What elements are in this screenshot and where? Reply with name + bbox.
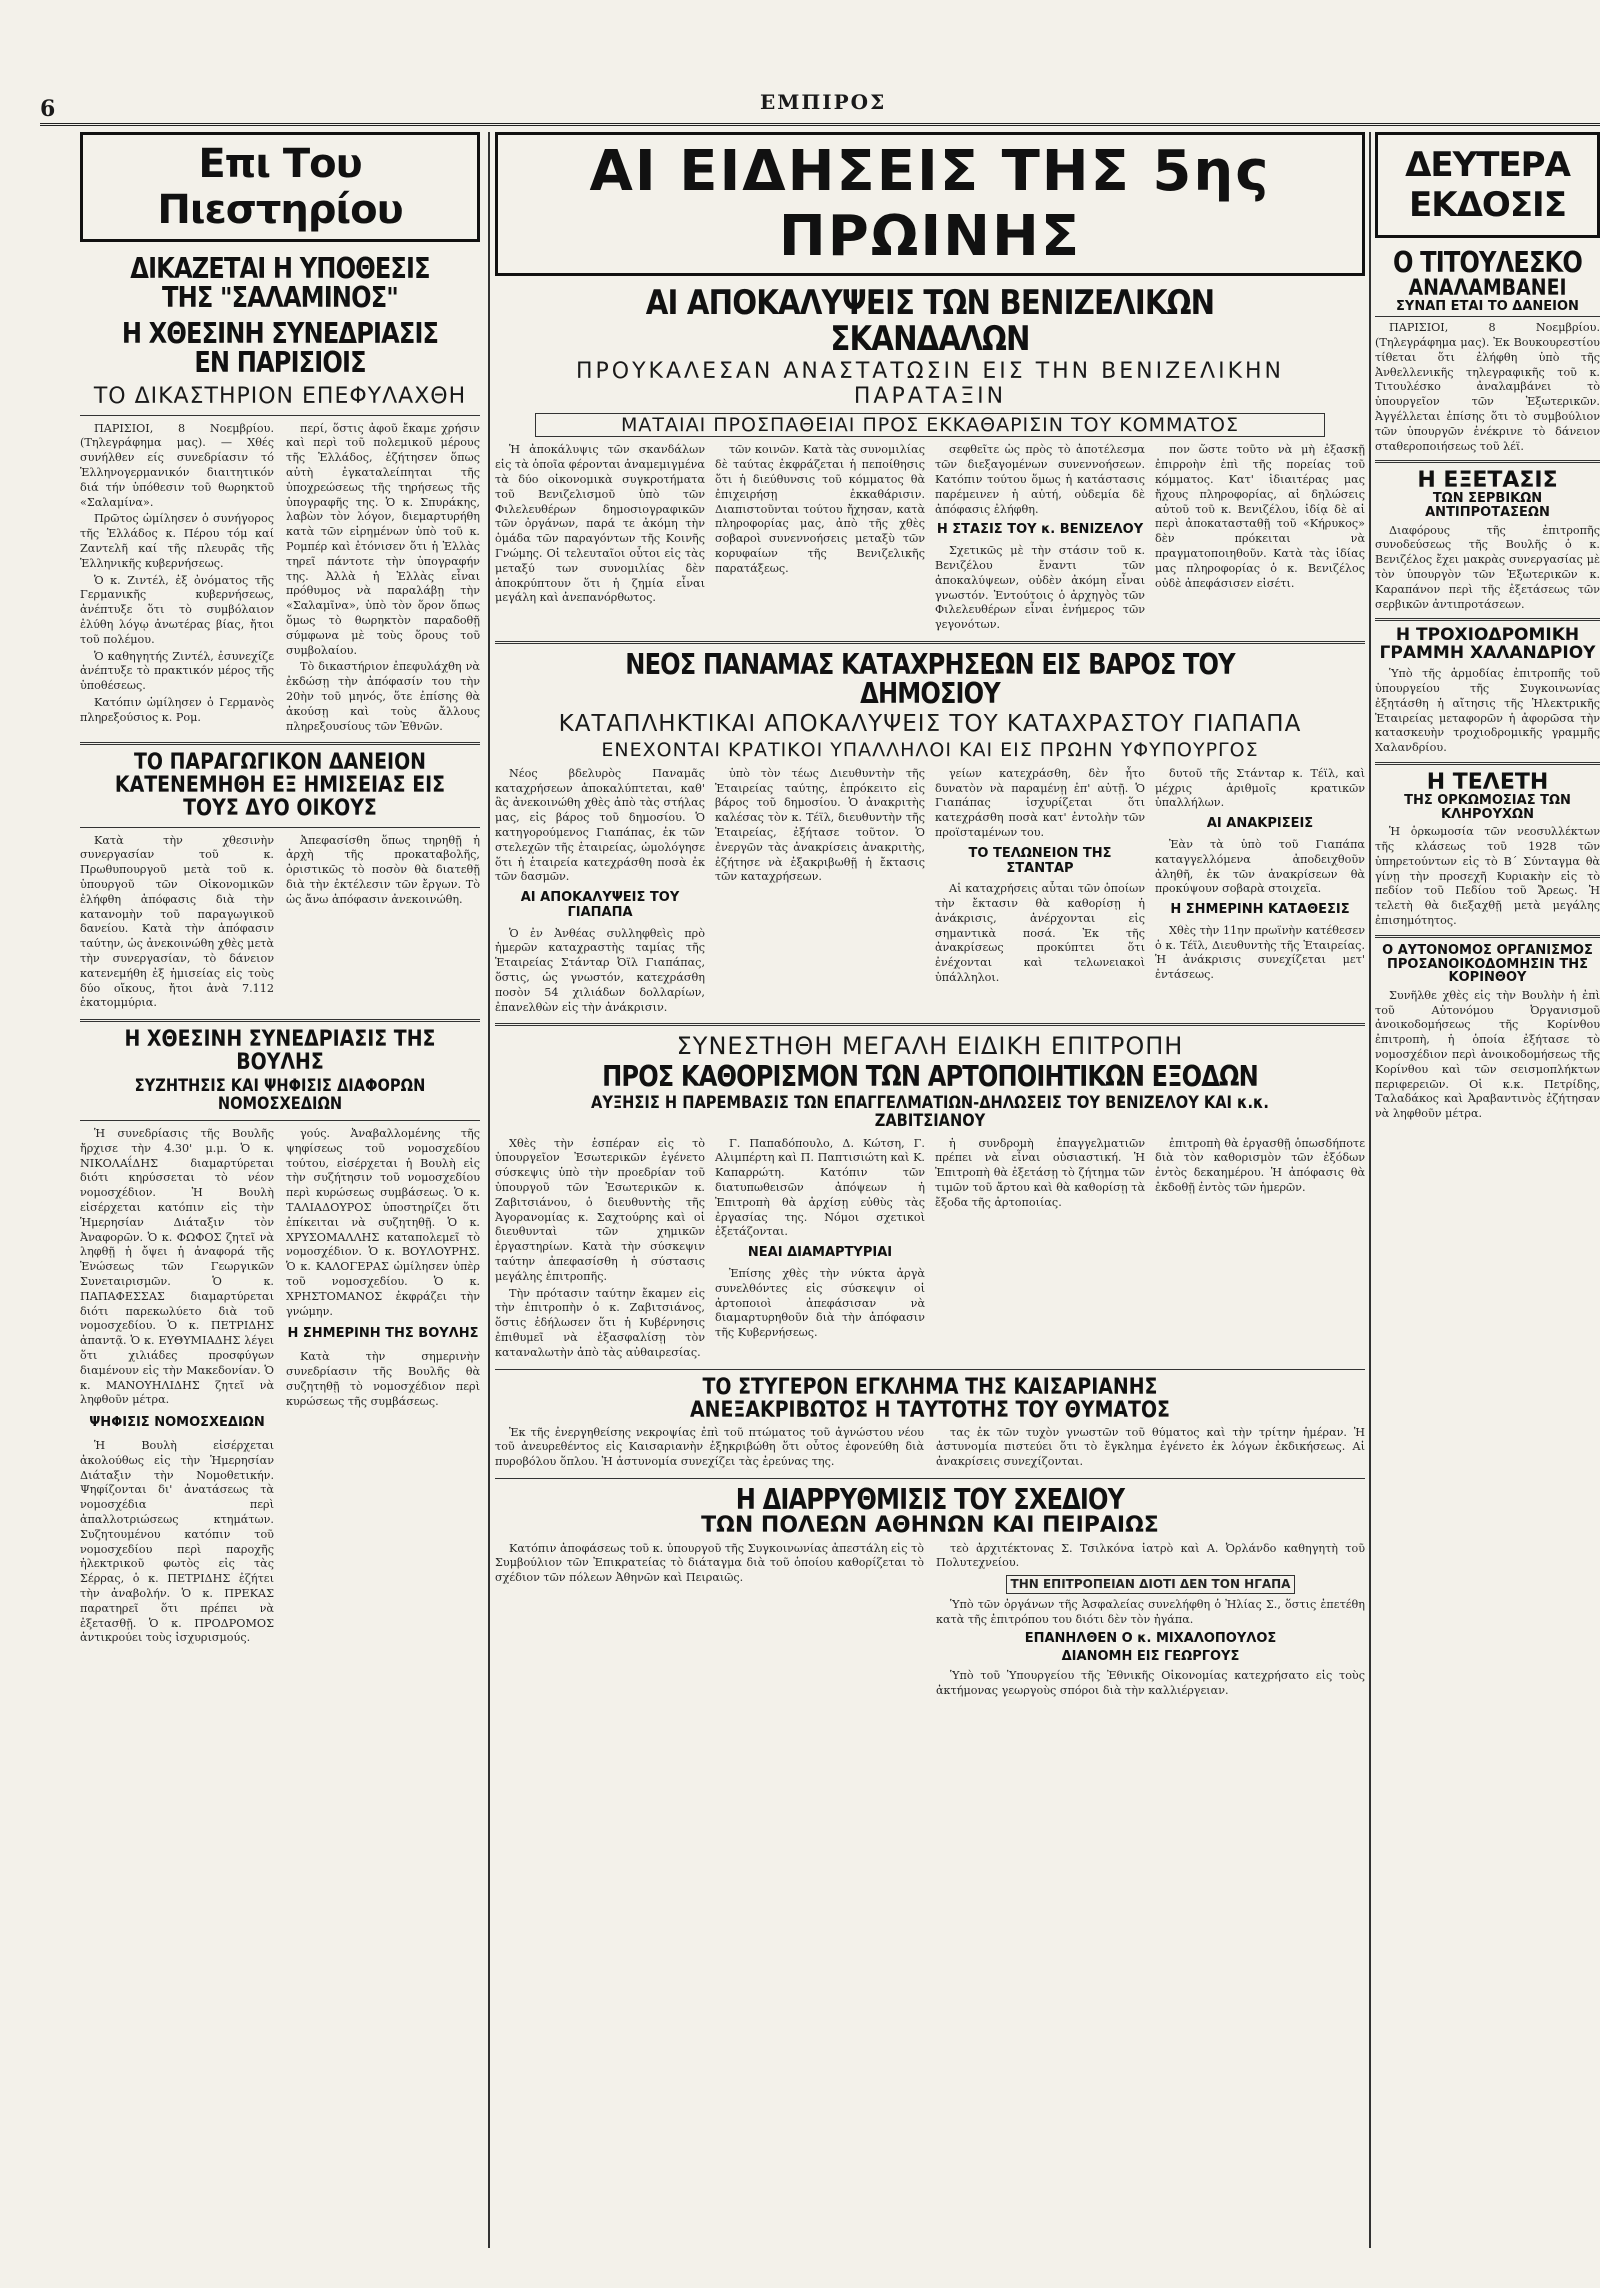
subheadline: ΠΡΟΣΑΝΟΙΚΟΔΟΜΗΣΙΝ ΤΗΣ ΚΟΡΙΝΘΟΥ	[1387, 956, 1588, 986]
paragraph: Ὑπὸ τοῦ Ὑπουργείου τῆς Ἐθνικῆς Οἰκονομίας κατεχρήσατο εἰς τοὺς ἀκτήμονας γεωργοὺς σπόροι διὰ τὴν καλλιέργειαν.	[936, 1669, 1365, 1697]
paragraph: πον ὥστε τοῦτο νὰ μὴ ἐξασκῇ ἐπιρροὴν ἐπὶ τῆς πορείας τοῦ κόμματος. Κατ' ἰδιαιτέρας μας ἤχους πληροφορίας, αἱ δηλώσεις αὐτοῦ τοῦ κ. Βενιζέλου, ἰδίᾳ δὲ αἱ περὶ ἀποκατασταθῇ τοῦ «Κήρυκος» δὲν πρόκειται νὰ πραγματοποιηθοῦν. Κατὰ τὰς ἰδίας μας πληροφορίας ὁ κ. Βενιζέλος οὐδὲ ἀπεφάσισεν εἰσέτι.	[1155, 443, 1365, 590]
headline: ΠΡΟΣ ΚΑΘΟΡΙΣΜΟΝ ΤΩΝ ΑΡΤΟΠΟΙΗΤΙΚΩΝ ΕΞΟΔΩΝ	[602, 1060, 1258, 1094]
article-body	[495, 443, 1365, 635]
headline: Η ΧΘΕΣΙΝΗ ΣΥΝΕΔΡΙΑΣΙΣ ΕΝ ΠΑΡΙΣΙΟΙΣ	[121, 316, 439, 380]
paragraph: Γ. Παπαδόπουλο, Δ. Κώτση, Γ. Αλιμπέρτη καὶ Π. Παπτισιώτη καὶ Κ. Καπαρρώτη. Κατόπιν τῶν διατυπωθεισῶν ἀπόψεων ἡ Ἐπιτροπὴ θὰ ἀρχίσῃ εὐθὺς τὰς ἐργασίας της. Νόμοι σχετικοὶ ἐξετάζονται.	[715, 1136, 925, 1239]
article-body	[80, 834, 480, 1014]
paragraph: Ἐκ τῆς ἐνεργηθείσης νεκροψίας ἐπὶ τοῦ πτώματος τοῦ ἀγνώστου νέου τοῦ ἀνευρεθέντος εἰς Καισαριανὴν ἐξηκριβώθη ὅτι οὗτος ἐφονεύθη διὰ πυροβόλου ὅπλου. Ἡ ἀστυνομία συνεχίζει τὰς ἐρεύνας της.	[495, 1425, 924, 1469]
subheadline: ΣΥΖΗΤΗΣΙΣ ΚΑΙ ΨΗΦΙΣΙΣ ΔΙΑΦΟΡΩΝ ΝΟΜΟΣΧΕΔΙΩΝ	[134, 1076, 426, 1115]
section-subhead: ΑΙ ΑΝΑΚΡΙΣΕΙΣ	[1206, 816, 1314, 832]
paper-name: ΕΜΠΙΡΟΣ	[760, 90, 887, 114]
section-subhead: ΕΠΑΝΗΛΘΕΝ Ο κ. ΜΙΧΑΛΟΠΟΥΛΟΣ	[1024, 1630, 1277, 1646]
article-body	[1375, 825, 1600, 929]
article-body	[1375, 524, 1600, 613]
paragraph: Κατὰ τὴν χθεσινὴν συνεργασίαν τοῦ κ. Πρωθυπουργοῦ μετὰ τοῦ κ. ὑπουργοῦ τῶν Οἰκονομικῶν ἐλήφθη ἀπόφασις διὰ τὴν κατανομὴν τοῦ παραγωγικοῦ δανείου. Κατὰ τὴν ἀπόφασιν ταύτην, ὡς ἀνεκοινώθη χθὲς μετὰ τὴν συνεργασίαν, τὸ δάνειον κατενεμήθη ἐξ ἡμισείας εἰς τοὺς δύο οἴκους, ἤτοι ἀνὰ 7.112 ἑκατομμύρια.	[80, 833, 274, 1010]
section-subhead: ΤΟ ΤΕΛΩΝΕΙΟΝ ΤΗΣ ΣΤΑΝΤΑΡ	[968, 845, 1112, 876]
section-banner: ΔΕΥΤΕΡΑ ΕΚΔΟΣΙΣ	[1375, 132, 1600, 238]
section-subhead: ΔΙΑΝΟΜΗ ΕΙΣ ΓΕΩΡΓΟΥΣ	[1061, 1649, 1240, 1665]
section-subhead: Η ΣΤΑΣΙΣ ΤΟΥ κ. ΒΕΝΙΖΕΛΟΥ	[936, 522, 1144, 538]
divider	[80, 415, 480, 416]
paragraph: Ἀπεφασίσθη ὅπως τηρηθῇ ἡ ἀρχὴ τῆς προκαταβολῆς, ὁριστικῶς τὸ ποσὸν θὰ διατεθῇ διὰ τὴν ἐκτέλεσιν τῶν ἔργων. Τὸ ὡς ἄνω ἀπόφασιν ἀνεκοινώθη.	[286, 833, 480, 906]
subheadline: ΜΑΤΑΙΑΙ ΠΡΟΣΠΑΘΕΙΑΙ ΠΡΟΣ ΕΚΚΑΘΑΡΙΣΙΝ ΤΟΥ ΚΟΜΜΑΤΟΣ	[535, 413, 1325, 437]
divider	[80, 1120, 480, 1121]
paragraph: Σχετικῶς μὲ τὴν στάσιν τοῦ κ. Βενιζέλου ἔναντι τῶν ἀποκαλύψεων, οὐδὲν ἀκόμη εἶναι γνωστόν. Ἐντούτοις ὁ ἀρχηγὸς τῶν Φιλελευθέρων εἶναι ἐνήμερος τῶν γεγονότων.	[935, 544, 1145, 632]
paragraph: Ἡ συνεδρίασις τῆς Βουλῆς ἤρχισε τὴν 4.30' μ.μ. Ὁ κ. ΝΙΚΟΛΑΐΔΗΣ διαμαρτύρεται διότι κηρύσσεται τὸ νέον νομοσχέδιον. Ἡ Βουλὴ εἰσέρχεται κατόπιν εἰς τὴν Ἡμερησίαν Διάταξιν τὸν Ἀναφορῶν. Ὁ κ. ΦΩΦΟΣ ζητεῖ νὰ ληφθῇ ἡ ὄψει ἡ ἀναφορά τῆς Ἑνώσεως τῶν Γεωργικῶν Συνεταιρισμῶν. Ὁ κ. ΠΑΠΑΦΕΣΣΑΣ διαμαρτύρεται διότι παρεκωλύετο διὰ τοῦ νομοσχεδίου. Ὁ κ. ΠΕΤΡΙΔΗΣ ἀπαντᾷ. Ὁ κ. ΕΥΘΥΜΙΑΔΗΣ λέγει ὅτι χιλιάδες προσφύγων διαμένουν εἰς τὴν Μακεδονίαν. Ὁ κ. ΜΑΝΟΥΗΛΙΔΗΣ ζητεῖ νὰ ληφθοῦν μέτρα.	[80, 1127, 274, 1407]
paragraph: τῶν κοινῶν. Κατὰ τὰς συνομιλίας δὲ ταύτας ἐκφράζεται ἡ πεποίθησις ὅτι ἡ διεύθυνσις τοῦ κόμματος θὰ ἐπιχειρήσῃ ἐκκαθάρισιν. Διαπιστοῦνται τούτου ἤχησαν, κατὰ πληροφορίας μας, ἀπὸ τῆς χθὲς σοβαροὶ συνεννοήσεις μεταξὺ τῶν κορυφαίων τῆς Βενιζελικῆς παρατάξεως.	[715, 443, 925, 575]
headline: ΤΟ ΠΑΡΑΓΩΓΙΚΟΝ ΔΑΝΕΙΟΝ ΚΑΤΕΝΕΜΗΘΗ ΕΞ ΗΜΙΣΕΙΑΣ ΕΙΣ ΤΟΥΣ ΔΥΟ ΟΙΚΟΥΣ	[114, 750, 446, 822]
paragraph: Ὁ ἐν Ἀνθέας συλληφθεὶς πρὸ ἡμερῶν καταχραστὴς ταμίας τῆς Ἑταιρείας Στάνταρ Ὀϊλ Γιαπάπας, ὅστις, ὡς γνωστόν, κατεχράσθη ποσὸν 54 χιλιάδων δολλαρίων, ἐπανελθὼν εἰς τὴν ἀνάκρισιν.	[495, 926, 705, 1014]
paragraph: ὑπὸ τὸν τέως Διευθυντὴν τῆς Ἑταιρείας ταύτης, ἐπρόκειτο εἰς βάρος τοῦ δημοσίου. Ὁ ἀνακριτὴς καλέσας τὸν κ. Τέϊλ, διευθυντὴν τῆς Ἑταιρείας, ἐξήτασε τοῦτον. Ὁ ἐνεργῶν τὰς ἀνακρίσεις ἀνακριτὴς, ἐζήτησε νὰ ἐξακριβωθῇ ἡ ἔκτασις τῶν καταχρήσεων.	[715, 766, 925, 884]
divider	[1375, 935, 1600, 938]
headline: ΝΕΟΣ ΠΑΝΑΜΑΣ ΚΑΤΑΧΡΗΣΕΩΝ ΕΙΣ ΒΑΡΟΣ ΤΟΥ ΔΗΜΟΣΙΟΥ	[625, 647, 1235, 711]
subheadline: ΠΡΟΥΚΑΛΕΣΑΝ ΑΝΑΣΤΑΤΩΣΙΝ ΕΙΣ ΤΗΝ ΒΕΝΙΖΕΛΙΚΗΝ ΠΑΡΑΤΑΞΙΝ	[575, 359, 1284, 410]
headline: Η ΤΡΟΧΙΟΔΡΟΜΙΚΗ ΓΡΑΜΜΗ ΧΑΛΑΝΔΡΙΟΥ	[1379, 625, 1596, 664]
column-center	[495, 132, 1365, 2248]
paragraph: γείων κατεχράσθη, δὲν ἦτο δυνατὸν νὰ παραμένῃ ἐπ' αὐτῇ. Ὁ Γιαπάπας ἰσχυρίζεται ὅτι κατεχράσθη ποσὰ κατ' ἐντολὴν τῶν προϊσταμένων του.	[935, 766, 1145, 839]
paragraph: Ἐπίσης χθὲς τὴν νύκτα ἀργὰ συνελθόντες εἰς σύσκεψιν οἱ ἀρτοποιοὶ ἀπεφάσισαν νὰ διαμαρτυρηθοῦν διὰ τὴν ἀπόφασιν τῆς Κυβερνήσεως.	[715, 1266, 925, 1340]
divider	[80, 827, 480, 828]
paragraph: Ὑπὸ τῶν ὀργάνων τῆς Ἀσφαλείας συνελήφθη ὁ Ἠλίας Σ., ὅστις ἐπετέθη κατὰ τῆς ἐπιτρόπου του διότι δὲν τὸν ἠγάπα.	[936, 1597, 1365, 1626]
subheadline: ΣΥΝΑΠ ΕΤΑΙ ΤΟ ΔΑΝΕΙΟΝ	[1375, 300, 1600, 317]
subheadline: ΕΝΕΧΟΝΤΑΙ ΚΡΑΤΙΚΟΙ ΥΠΑΛΛΗΛΟΙ ΚΑΙ ΕΙΣ ΠΡΩΗΝ ΥΦΥΠΟΥΡΓΟΣ	[601, 738, 1259, 761]
paragraph: Τὸ δικαστήριον ἐπεφυλάχθη νὰ ἐκδώσῃ τὴν ἀπόφασίν του τὴν 20ὴν τοῦ μηνός, ὅτε ἐπίσης θὰ ἀκούσῃ καὶ τοὺς ἄλλους πληρεξουσίους τῶν Ἐθνῶν.	[286, 660, 480, 733]
lower-section	[495, 1376, 1365, 1473]
divider	[1375, 460, 1600, 463]
subheadline: ΤΩΝ ΠΟΛΕΩΝ ΑΘΗΝΩΝ ΚΑΙ ΠΕΙΡΑΙΩΣ	[701, 1513, 1159, 1539]
masthead-rule	[40, 96, 1600, 126]
paragraph: Διαφόρους τῆς ἐπιτροπῆς συνοδεύσεως τῆς Βουλῆς ὁ κ. Βενιζέλος ἔχει μακρὰς συνεργασίας μὲ τὸν ὑπουργὸν τῶν Ἐξωτερικῶν κ. Καραπάνον περὶ τῆς ἐξετάσεως τῶν σερβικῶν ἀντιπροτάσεων.	[1375, 523, 1600, 611]
article-body	[1375, 321, 1600, 454]
paragraph: Τὴν πρότασιν ταύτην ἔκαμεν εἰς τὴν ἐπιτροπὴν ὁ κ. Ζαβιτσιάνος, ὅστις ἐδήλωσεν ὅτι ἡ Κυβέρνησις ἐπιθυμεῖ νὰ ἐξασφαλίσῃ τὸν καταναλωτὴν ἀπὸ τὰς αὐθαιρεσίας.	[495, 1286, 705, 1359]
headline: ΔΙΚΑΖΕΤΑΙ Η ΥΠΟΘΕΣΙΣ ΤΗΣ "ΣΑΛΑΜΙΝΟΣ"	[130, 252, 430, 315]
headline: ΑΙ ΑΠΟΚΑΛΥΨΕΙΣ ΤΩΝ ΒΕΝΙΖΕΛΙΚΩΝ ΣΚΑΝΔΑΛΩΝ	[645, 283, 1215, 359]
paragraph: δυτοῦ τῆς Στάνταρ κ. Τέϊλ, καὶ μέχρις ἀριθμοῖς κρατικῶν ὑπαλλήλων.	[1155, 766, 1365, 810]
divider	[495, 1023, 1365, 1026]
paragraph: ΠΑΡΙΣΙΟΙ, 8 Νοεμβρίου. (Τηλεγράφημα μας). Ἐκ Βουκουρεστίου τίθεται ὅτι ἐλήφθη ὑπὸ τῆς Ἀνθελλενικῆς τηλεγραφικῆς τοῦ κ. Τιτουλέσκο ἀναλαμβάνει τὸ ὑπουργεῖον τῶν Ἐξωτερικῶν. Ἀγγέλλεται ἐπίσης ὅτι τὸ συμβούλιον τῶν ὑπουργῶν ἐνέκρινε τὸ δάνειον σταθεροποιήσεως τοῦ λέϊ.	[1375, 321, 1600, 453]
paragraph: σεφθεῖτε ὡς πρὸς τὸ ἀποτέλεσμα τῶν διεξαγομένων συνεννοήσεων. Κατόπιν τούτου ὅμως ἡ κατάστασις παρέμεινεν ἡ αὐτή, οὐδεμία δὲ ἀπόφασις ἐλήφθη.	[935, 443, 1145, 516]
section-banner: Επι Του Πιεστηρίου	[80, 132, 480, 242]
article-body	[495, 1137, 1365, 1363]
headline: Η ΔΙΑΡΡΥΘΜΙΣΙΣ ΤΟΥ ΣΧΕΔΙΟΥ	[735, 1483, 1125, 1517]
column-left	[80, 132, 480, 2248]
paragraph: Κατόπιν ἀποφάσεως τοῦ κ. ὑπουργοῦ τῆς Συγκοινωνίας ἀπεστάλη εἰς τὸ Συμβούλιον τῶν Ἐπικρατείας τὸ διάταγμα διὰ τοῦ ὁποίου καθορίζεται τὸ σχέδιον τῶν πόλεων Ἀθηνῶν καὶ Πειραιῶς.	[495, 1541, 924, 1585]
divider	[1375, 762, 1600, 765]
paragraph: Κατὰ τὴν σημερινὴν συνεδρίασιν τῆς Βουλῆς θὰ συζητηθῇ τὸ νομοσχέδιον περὶ κυρώσεως τῆς συμβάσεως.	[286, 1350, 480, 1408]
headline: ΣΥΝΕΣΤΗΘΗ ΜΕΓΑΛΗ ΕΙΔΙΚΗ ΕΠΙΤΡΟΠΗ	[676, 1032, 1184, 1061]
paragraph: Χθὲς τὴν 11ην πρωϊνὴν κατέθεσεν ὁ κ. Τέϊλ, Διευθυντὴς τῆς Ἑταιρείας. Ἡ ἀνάκρισις συνεχίζεται μετ' ἐντάσεως.	[1155, 923, 1365, 982]
article-body	[495, 1542, 1365, 1701]
article-body	[495, 767, 1365, 1018]
paragraph: Αἱ καταχρήσεις αὗται τῶν ὁποίων τὴν ἔκτασιν θὰ καθορίσῃ ἡ ἀνάκρισις, ἀνέρχονται εἰς σημαντικὰ ποσά. Ἐκ τῆς ἀνακρίσεως προκύπτει ὅτι ἐνέχονται καὶ τελωνειακοὶ ὑπάλληλοι.	[935, 882, 1145, 985]
section-subhead: ΤΗΝ ΕΠΙΤΡΟΠΕΙΑΝ ΔΙΟΤΙ ΔΕΝ ΤΟΝ ΗΓΑΠΑ	[1006, 1575, 1296, 1594]
paragraph: περί, ὅστις ἀφοῦ ἔκαμε χρήσιν καὶ περὶ τοῦ πολεμικοῦ μέρους τῆς Ἑλλάδος, ἐζήτησεν ὅπως αὐτὴ ἐγκαταλείπηται τῆς ὑποχρεώσεως τῆς τηρήσεως τῆς ὑπογραφῆς της. Ὁ κ. Σπυράκης, λαβὼν τὸν λόγον, διεμαρτυρήθη κατὰ τῶν εἰρημένων ὑπὸ τοῦ κ. Ρομπέρ καὶ ἐτόνισεν ὅτι ἡ Ἑλλὰς τηρεῖ πάντοτε τὴν ὑπογραφήν της. Ἀλλὰ ἡ Ἑλλὰς εἶναι πρόθυμος νὰ παραλάβῃ τὴν «Σαλαμῖνα», ὑπὸ τὸν ὅρον ὅπως ὅμως τὸ θωρηκτὸν παραδοθῇ σύμφωνα μὲ τοὺς ὅρους τοῦ συμβολαίου.	[286, 421, 480, 657]
column-right	[1375, 132, 1600, 2248]
divider	[80, 1019, 480, 1022]
headline: ΑΝΑΛΑΜΒΑΝΕΙ	[1408, 276, 1567, 302]
divider	[1375, 618, 1600, 621]
article-body	[80, 422, 480, 737]
paragraph: Ὁ κ. Ζιντέλ, ἐξ ὀνόματος τῆς Γερμανικῆς κυβερνήσεως, ἀνέπτυξε ὅτι τὸ συμβόλαιον ἐλύθη λόγῳ ἀνωτέρας βίας, ἤτοι τοῦ πολέμου.	[80, 573, 274, 646]
article-body	[1375, 989, 1600, 1122]
headline: Ο ΑΥΤΟΝΟΜΟΣ ΟΡΓΑΝΙΣΜΟΣ	[1382, 942, 1593, 958]
paragraph: Ἡ ὁρκωμοσία τῶν νεοσυλλέκτων τῆς κλάσεως τοῦ 1928 τῶν ὑπηρετούντων εἰς τὸ Β΄ Σύνταγμα θὰ γίνῃ τὴν προσεχῆ Κυριακὴν εἰς τὸ πεδίον τοῦ Πεδίου τοῦ Ἄρεως. Ἡ τελετὴ θὰ διεξαχθῇ μετὰ μεγάλης ἐπισημότητος.	[1375, 825, 1600, 928]
headline: Η ΕΞΕΤΑΣΙΣ	[1417, 468, 1558, 494]
divider	[495, 1478, 1365, 1479]
paragraph: Πρῶτος ὡμίλησεν ὁ συνήγορος τῆς Ἑλλάδος κ. Πέρου τόμ καί Ζαντελῆ καί τῆς πλευρᾶς τῆς Ἑλληνικῆς κυβερνήσεως.	[80, 512, 274, 570]
section-subhead: ΑΙ ΑΠΟΚΑΛΥΨΕΙΣ ΤΟΥ ΓΙΑΠΑΠΑ	[520, 890, 680, 920]
page-number: 6	[40, 96, 56, 122]
paragraph: Ἡ ἀποκάλυψις τῶν σκανδάλων εἰς τὰ ὁποῖα φέρονται ἀναμεμιγμένα τὰ δύο οἰκονομικὰ συγκροτήματα τοῦ Βενιζελισμοῦ ὑπὸ τῶν Φιλελευθέρων δημοσιογραφικῶν τῶν ὀργάνων, παρά τε ἀκόμη τὴν ὁμάδα τῶν παραγόντων τῆς Κοινῆς Γνώμης. Οἱ τελευταῖοι οὗτοι εἰς τὰς μεταξύ των συνομιλίας δὲν ἀποκρύπτουν ὅτι ἡ ζημία εἶναι μεγάλη καὶ ἀνεπανόρθωτος.	[495, 443, 705, 605]
headline: ΤΟ ΣΤΥΓΕΡΟΝ ΕΓΚΛΗΜΑ ΤΗΣ ΚΑΙΣΑΡΙΑΝΗΣ	[702, 1374, 1158, 1400]
headline: Η ΧΘΕΣΙΝΗ ΣΥΝΕΔΡΙΑΣΙΣ ΤΗΣ ΒΟΥΛΗΣ	[124, 1027, 436, 1076]
paragraph: Ὑπὸ τῆς ἁρμοδίας ἐπιτροπῆς τοῦ ὑπουργείου τῆς Συγκοινωνίας ἐξητάσθη ἡ αἴτησις τῆς Ἠλεκτρικῆς Ἑταιρείας μεταφορῶν ἡ ἀφορῶσα τὴν κατασκευὴν τροχιοδρομικῆς γραμμῆς Χαλανδρίου.	[1375, 667, 1600, 755]
paragraph: Χθὲς τὴν ἑσπέραν εἰς τὸ ὑπουργεῖον Ἐσωτερικῶν ἐγένετο σύσκεψις ὑπὸ τὴν προεδρίαν τοῦ ὑπουργοῦ τῶν Ἐσωτερικῶν κ. Ζαβιτσιάνου, ὁ διευθυντὴς τῆς Ἀγορανομίας κ. Σαχτούρης καὶ οἱ διευθυνταὶ τῶν χημικῶν ἐργαστηρίων. Κατὰ τὴν σύσκεψιν ταύτην ἀπεφασίσθη ἡ σύστασις μεγάλης ἐπιτροπῆς.	[495, 1136, 705, 1283]
subheadline: ΤΗΣ ΟΡΚΩΜΟΣΙΑΣ ΤΩΝ ΚΛΗΡΟΥΧΩΝ	[1404, 793, 1571, 822]
paragraph: Νέος βδελυρὸς Παναμᾶς καταχρήσεων ἀποκαλύπτεται, καθ' ἃς ἀνεκοινώθη χθὲς ἀπὸ τὰς στήλας μας, εἰς βάρος τοῦ δημοσίου. Ὁ κατηγορούμενος Γιαπάπας, ἐκ τῶν στελεχῶν τῆς ἑταιρείας, ὡμολόγησε ὅτι ἡ ἑταιρεία κατεχράσθη ποσὰ ἐκ τῶν δασμῶν.	[495, 766, 705, 884]
article-body	[1375, 667, 1600, 756]
divider	[495, 1369, 1365, 1370]
section-subhead: Η ΣΗΜΕΡΙΝΗ ΚΑΤΑΘΕΣΙΣ	[1170, 902, 1350, 918]
headline: ΑΝΕΞΑΚΡΙΒΩΤΟΣ Η ΤΑΥΤΟΤΗΣ ΤΟΥ ΘΥΜΑΤΟΣ	[690, 1397, 1170, 1423]
section-subhead: ΨΗΦΙΣΙΣ ΝΟΜΟΣΧΕΔΙΩΝ	[89, 1415, 265, 1431]
paragraph: τεὸ ἀρχιτέκτονας Σ. Τσιλκόνα ἰατρὸ καὶ Α. Ὀρλάνδο καθηγητὴ τοῦ Πολυτεχνείου.	[936, 1541, 1365, 1570]
headline: Ο ΤΙΤΟΥΛΕΣΚΟ	[1393, 246, 1582, 279]
column-divider	[1369, 132, 1371, 2248]
paragraph: ἡ συνδρομὴ ἐπαγγελματιῶν πρέπει νὰ εἶναι οὐσιαστική. Ἡ Ἐπιτροπὴ θὰ ἐξετάσῃ τὸ ζήτημα τῶν τιμῶν τοῦ ἄρτου καὶ θὰ καθορίσῃ τὰ ἔξοδα τῆς ἀρτοποιίας.	[935, 1136, 1145, 1209]
paragraph: ἐπιτροπὴ θὰ ἐργασθῇ ὁπωσδήποτε διὰ τὸν καθορισμὸν τῶν ἐξόδων ἐντὸς δεκαημέρου. Ἡ ἀπόφασις θὰ ἐκδοθῇ ἐντὸς τῶν ἡμερῶν.	[1155, 1136, 1365, 1194]
subheadline: ΤΩΝ ΣΕΡΒΙΚΩΝ ΑΝΤΙΠΡΟΤΑΣΕΩΝ	[1425, 491, 1550, 521]
divider	[495, 641, 1365, 644]
paragraph: Ἡ Βουλὴ εἰσέρχεται ἀκολούθως εἰς τὴν Ἡμερησίαν Διάταξιν τὴν Νομοθετικήν. Ψηφίζονται δι' ἀνατάσεως τὰ νομοσχέδια περὶ ἀπαλλοτριώσεως κτημάτων. Συζητουμένου κατόπιν τοῦ νομοσχεδίου περὶ παροχῆς ἠλεκτρικοῦ φωτὸς εἰς τὰς Σέρρας, ὁ κ. ΠΕΤΡΙΔΗΣ ἐζήτει τὴν ἀναβολήν. Ὁ κ. ΠΡΕΚΑΣ παρατηρεῖ ὅτι πρέπει νὰ ἐξετασθῇ. Ὁ κ. ΠΡΟΔΡΟΜΟΣ ἀντικρούει τοὺς ἰσχυρισμούς.	[80, 1438, 274, 1645]
article-body	[80, 1127, 480, 1648]
divider	[80, 742, 480, 745]
paragraph: Ὁ καθηγητής Ζιντέλ, ἐσυνεχίζε ἀνέπτυξε τὸ πρακτικόν μέρος τῆς ὑποθέσεως.	[80, 649, 274, 693]
section-subhead: Η ΣΗΜΕΡΙΝΗ ΤΗΣ ΒΟΥΛΗΣ	[287, 1326, 479, 1342]
paragraph: Συνῆλθε χθὲς εἰς τὴν Βουλὴν ἡ ἐπὶ τοῦ Αὐτονόμου Ὀργανισμοῦ ἀνοικοδομήσεως τῆς Κορίνθου ἐπιτροπὴ, ἡ ὁποία ἐξήτασε τὸ νομοσχέδιον περὶ ἀνοικοδομήσεως τῆς Κορίνθου καὶ τῶν σεισμοπλήκτων περιφερειῶν. Οἱ κ.κ. Πετρίδης, Ταλαδάκος καὶ Ἀραβαντινὸς ἐζήτησαν νὰ ληφθοῦν μέτρα.	[1375, 988, 1600, 1121]
headline: Η ΤΕΛΕΤΗ	[1426, 769, 1549, 795]
section-subhead: ΝΕΑΙ ΔΙΑΜΑΡΤΥΡΙΑΙ	[747, 1245, 893, 1261]
section-banner: ΑΙ ΕΙΔΗΣΕΙΣ ΤΗΣ 5ης ΠΡΩΙΝΗΣ	[495, 132, 1365, 276]
paragraph: Ἐὰν τὰ ὑπὸ τοῦ Γιαπάπα καταγγελλόμενα ἀποδειχθοῦν ἀληθῆ, ἐκ τῶν ἀνακρίσεων θὰ προκύψουν σοβαρὰ στοιχεῖα.	[1155, 837, 1365, 896]
subheadline: ΤΟ ΔΙΚΑΣΤΗΡΙΟΝ ΕΠΕΦΥΛΑΧΘΗ	[93, 383, 467, 409]
article-body	[495, 1426, 1365, 1472]
paragraph: ΠΑΡΙΣΙΟΙ, 8 Νοεμβρίου. (Τηλεγράφημα μας). — Χθές συνήλθεν είς συνεδρίασιν τό Ἑλληνογερμανικόν διαιτητικόν διά τήν ὑπόθεσιν τοῦ θωρηκτοῦ «Σαλαμίνα».	[80, 421, 274, 509]
column-divider	[488, 132, 490, 2248]
paragraph: Κατόπιν ὡμίλησεν ὁ Γερμανὸς πληρεξούσιος κ. Ρομ.	[80, 695, 274, 724]
paragraph: τας ἐκ τῶν τυχὸν γνωστῶν τοῦ θύματος καὶ τὴν τρίτην ἡμέραν. Ἡ ἀστυνομία πιστεύει ὅτι τὸ ἔγκλημα ἐγένετο ἐκ λόγων ἐκδικήσεως. Αἱ ἀνακρίσεις συνεχίζονται.	[936, 1425, 1365, 1469]
subheadline: ΑΥΞΗΣΙΣ Η ΠΑΡΕΜΒΑΣΙΣ ΤΩΝ ΕΠΑΓΓΕΛΜΑΤΙΩΝ-ΔΗΛΩΣΕΙΣ ΤΟΥ ΒΕΝΙΖΕΛΟΥ ΚΑΙ κ.κ. ΖΑΒΙΤΣΙΑΝΟΥ	[591, 1092, 1269, 1131]
subheadline: ΚΑΤΑΠΛΗΚΤΙΚΑΙ ΑΠΟΚΑΛΥΨΕΙΣ ΤΟΥ ΚΑΤΑΧΡΑΣΤΟΥ ΓΙΑΠΑΠΑ	[558, 710, 1302, 737]
paragraph: γούς. Ἀναβαλλομένης τῆς ψηφίσεως τοῦ νομοσχεδίου τούτου, εἰσέρχεται ἡ Βουλὴ εἰς τὴν συζήτησιν τοῦ νομοσχεδίου περὶ κυρώσεως συμβάσεως. Ὁ κ. ΤΑΛΙΑΔΟΥΡΟΣ ὑποστηρίζει ὅτι ἐπίκειται νὰ συζητηθῇ. Ὁ κ. ΧΡΥΣΟΜΑΛΛΗΣ καταπολεμεῖ τὸ νομοσχέδιον. Ὁ κ. ΒΟΥΛΟΥΡΗΣ. Ὁ κ. ΚΑΛΟΓΕΡΑΣ ὡμίλησεν ὑπὲρ τοῦ νομοσχεδίου. Ὁ κ. ΧΡΗΣΤΟΜΑΝΟΣ ἐκφράζει τὴν γνώμην.	[286, 1127, 480, 1318]
